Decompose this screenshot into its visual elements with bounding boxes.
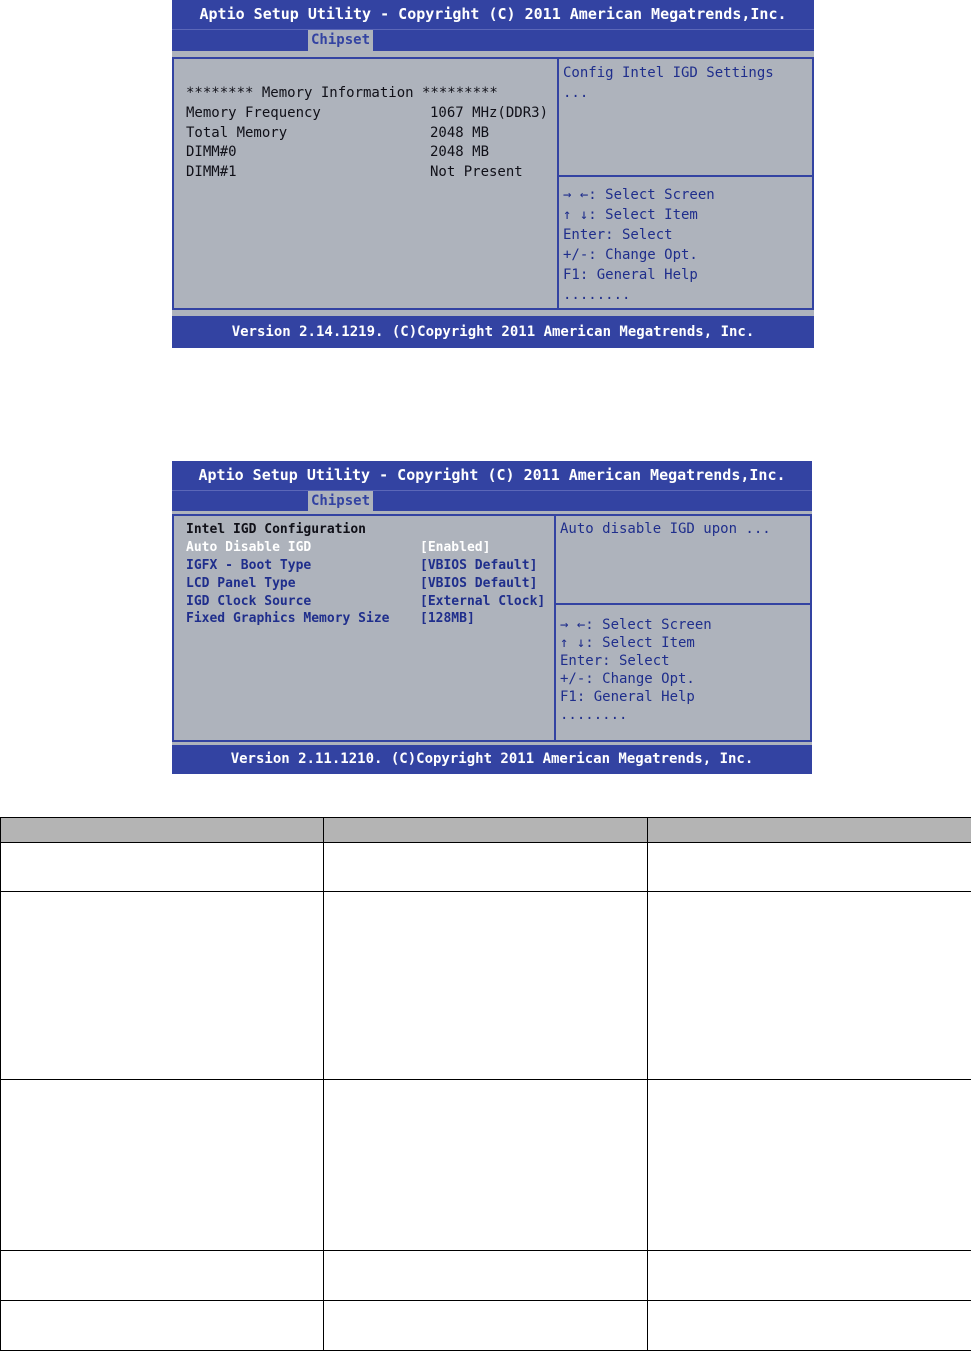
memory-info-heading [186, 83, 498, 103]
auto-disable-igd-option[interactable] [186, 539, 491, 557]
dimm1-row [186, 162, 523, 182]
table-cell [1, 1080, 324, 1251]
table-cell [648, 892, 971, 1080]
key-enter-select: Enter: Select [560, 653, 670, 669]
help-pane [559, 59, 812, 308]
bios-title: Aptio Setup Utility - Copyright (C) 2011 American Megatrends,Inc. [172, 461, 812, 490]
igd-clock-source-option[interactable] [186, 593, 546, 611]
bios-footer: Version 2.11.1210. (C)Copyright 2011 American Megatrends, Inc. [172, 745, 812, 774]
table-cell [648, 1251, 971, 1301]
help-text [556, 516, 810, 605]
dimm1-value: Not Present [430, 164, 523, 180]
bios-title: Aptio Setup Utility - Copyright (C) 2011 American Megatrends,Inc. [172, 0, 814, 29]
table-header-cell [1, 818, 324, 843]
tab-chipset[interactable]: Chipset [308, 30, 373, 51]
table-row [1, 1251, 971, 1301]
dimm0-row [186, 142, 490, 162]
table-cell [324, 1301, 648, 1351]
table-cell [324, 843, 648, 892]
memory-frequency-row [186, 103, 549, 123]
igd-clock-source-label: IGD Clock Source [186, 594, 312, 609]
table-cell [324, 892, 648, 1080]
table-cell [648, 1301, 971, 1351]
table-cell [1, 1301, 324, 1351]
igfx-boot-type-label: IGFX - Boot Type [186, 558, 312, 573]
key-enter-select: Enter: Select [563, 227, 673, 243]
bios-frame [172, 514, 812, 742]
lcd-panel-type-label: LCD Panel Type [186, 576, 296, 591]
options-table [0, 817, 971, 1351]
help-pane [556, 516, 810, 740]
table-header-row [1, 818, 971, 843]
memory-frequency-value: 1067 MHz(DDR3) [430, 105, 549, 121]
total-memory-label: Total Memory [186, 125, 288, 141]
memory-info-heading-label: ******** Memory Information ********* [186, 85, 498, 101]
table-row [1, 1080, 971, 1251]
table-cell [324, 1251, 648, 1301]
key-legend [559, 178, 812, 308]
igfx-boot-type-value: [VBIOS Default] [420, 558, 538, 573]
key-general-help: F1: General Help [563, 267, 698, 283]
key-select-item: ↑ ↓: Select Item [563, 207, 698, 223]
total-memory-value: 2048 MB [430, 125, 490, 141]
key-select-item: ↑ ↓: Select Item [560, 635, 695, 651]
key-select-screen: → ←: Select Screen [560, 617, 712, 633]
table-cell [648, 1080, 971, 1251]
tab-bar [172, 29, 814, 52]
bios-screen-memory-info [172, 0, 814, 348]
lcd-panel-type-option[interactable] [186, 575, 538, 593]
help-text [559, 59, 812, 177]
table-cell [324, 1080, 648, 1251]
dimm1-label: DIMM#1 [186, 164, 237, 180]
bios-footer: Version 2.14.1219. (C)Copyright 2011 American Megatrends, Inc. [172, 316, 814, 348]
fixed-graphics-memory-size-option[interactable] [186, 610, 475, 628]
bios-frame [172, 57, 814, 310]
help-line: ... [563, 85, 589, 101]
table-header-cell [324, 818, 648, 843]
key-more: ........ [563, 287, 631, 303]
igfx-boot-type-option[interactable] [186, 557, 538, 575]
igd-config-heading: Intel IGD Configuration [186, 522, 367, 537]
table-cell [648, 843, 971, 892]
table-cell [1, 1251, 324, 1301]
key-legend [556, 612, 810, 740]
key-change-opt: +/-: Change Opt. [560, 671, 695, 687]
key-select-screen: → ←: Select Screen [563, 187, 715, 203]
bios-body [172, 51, 814, 316]
tab-bar [172, 490, 812, 512]
table-row [1, 843, 971, 892]
auto-disable-igd-value: [Enabled] [420, 540, 491, 555]
help-line: Auto disable IGD upon ... [560, 521, 771, 537]
memory-frequency-label: Memory Frequency [186, 105, 321, 121]
fixed-graphics-memory-size-value: [128MB] [420, 611, 475, 626]
table-cell [1, 843, 324, 892]
key-more: ........ [560, 707, 628, 723]
auto-disable-igd-label: Auto Disable IGD [186, 540, 312, 555]
bios-screen-igd-config [172, 461, 812, 774]
table-cell [1, 892, 324, 1080]
igd-clock-source-value: [External Clock] [420, 594, 546, 609]
igd-config-pane [174, 516, 556, 740]
total-memory-row [186, 123, 490, 143]
lcd-panel-type-value: [VBIOS Default] [420, 576, 538, 591]
memory-info-pane [174, 59, 559, 308]
fixed-graphics-memory-size-label: Fixed Graphics Memory Size [186, 611, 390, 626]
table-row [1, 1301, 971, 1351]
bios-body [172, 511, 812, 745]
table-row [1, 892, 971, 1080]
table-header-cell [648, 818, 971, 843]
dimm0-label: DIMM#0 [186, 144, 237, 160]
tab-chipset[interactable]: Chipset [308, 491, 373, 512]
dimm0-value: 2048 MB [430, 144, 490, 160]
key-general-help: F1: General Help [560, 689, 695, 705]
key-change-opt: +/-: Change Opt. [563, 247, 698, 263]
help-line: Config Intel IGD Settings [563, 65, 774, 81]
